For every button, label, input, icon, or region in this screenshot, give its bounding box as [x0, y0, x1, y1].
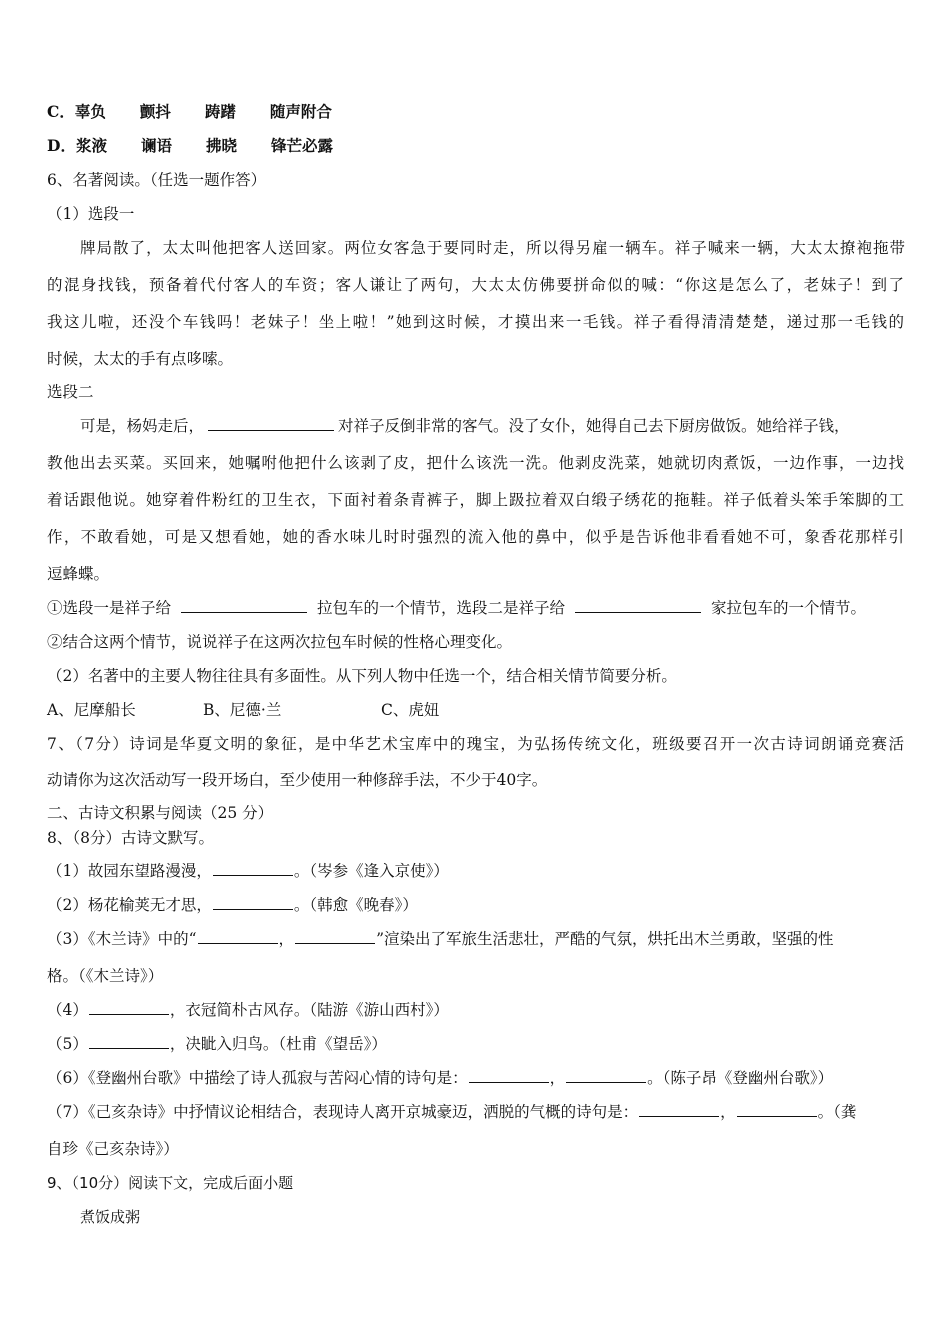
q6-q1-blank-2[interactable] [575, 598, 701, 613]
q8-i4-blank[interactable] [89, 1000, 169, 1015]
choice-c: C、虎妞 [381, 701, 440, 719]
q8-i5-label: （5） [47, 1035, 88, 1053]
q8-i4-label: （4） [47, 1001, 88, 1019]
q8-item-3-cont: 格。（《木兰诗》） [47, 967, 164, 985]
option-d-word-4: 锋芒必露 [271, 136, 334, 155]
q8-i3-comma: ， [278, 930, 295, 948]
q8-item-7-cont: 自珍《己亥杂诗》） [47, 1140, 179, 1158]
q6-p1-line-4: 时候，太太的手有点哆嗦。 [47, 350, 234, 368]
q6-p2-line-3: 着话跟他说。她穿着件粉红的卫生衣，下面衬着条青裤子，脚上趿拉着双白缎子绣花的拖鞋。祥子低着头笨手笨脚的工 [47, 491, 904, 509]
q8-i2-text: （2）杨花榆荚无才思， [47, 896, 212, 914]
q8-i7-source: 。（龚 [817, 1103, 857, 1121]
q8-i5-blank[interactable] [89, 1034, 169, 1049]
q6-p2-line-5: 逗蜂蝶。 [47, 565, 110, 583]
q8-item-1 [47, 861, 449, 881]
q8-i2-blank[interactable] [213, 895, 293, 910]
option-c [47, 102, 332, 122]
option-d [47, 136, 333, 156]
q8-i2-source: 。（韩愈《晚春》） [293, 896, 418, 914]
q7-line-1: 7、（7分）诗词是华夏文明的象征，是中华艺术宝库中的瑰宝，为弘扬传统文化，班级要召开一次古诗词朗诵竞赛活 [47, 735, 904, 753]
q8-item-4 [47, 1000, 449, 1020]
q8-item-5 [47, 1034, 387, 1054]
q6-sub3: （2）名著中的主要人物往往具有多面性。从下列人物中任选一个，结合相关情节简要分析。 [47, 667, 677, 685]
option-d-word-1: 浆液 [75, 136, 107, 155]
option-c-word-4: 随声附合 [269, 102, 332, 121]
q6-p2-line-1 [80, 416, 850, 436]
q6-p2-line-4: 作，不敢看她，可是又想看她，她的香水味儿时时强烈的流入他的鼻中，似乎是告诉他非看看她不可，象香花那样引 [47, 528, 904, 546]
q8-item-3 [47, 929, 834, 949]
q6-p2-line-2: 教他出去买菜。买回来，她嘱咐他把什么该剥了皮，把什么该洗一洗。他剥皮洗菜，她就切肉煮饭，一边作事，一边找 [47, 454, 904, 472]
section-2-heading: 二、古诗文积累与阅读（25 分） [47, 804, 274, 822]
choice-b: B、尼德·兰 [203, 701, 282, 719]
q8-i6-blank-1[interactable] [469, 1068, 549, 1083]
q8-i7-blank-1[interactable] [639, 1102, 719, 1117]
q8-i3-blank-2[interactable] [295, 929, 375, 944]
q8-i7-comma: ， [720, 1103, 736, 1121]
q6-title: 6、名著阅读。（任选一题作答） [47, 171, 267, 189]
q6-q1-part-c: 家拉包车的一个情节。 [711, 599, 867, 617]
q8-i6-blank-2[interactable] [566, 1068, 646, 1083]
q8-i1-source: 。（岑参《逢入京使》） [293, 862, 449, 880]
q6-choices [47, 700, 439, 720]
option-c-label: C． [47, 102, 75, 121]
option-d-label: D． [47, 136, 76, 155]
q6-p2-start: 可是，杨妈走后， [80, 417, 205, 435]
q8-i7-blank-2[interactable] [737, 1102, 817, 1117]
q8-i6-source: 。（陈子昂《登幽州台歌》） [647, 1069, 834, 1087]
option-c-word-1: 辜负 [74, 102, 106, 121]
q8-i3-rest: ”渲染出了军旅生活悲壮，严酷的气氛，烘托出木兰勇敢，坚强的性 [376, 930, 834, 948]
q6-p1-line-3: 我这儿啦，还没个车钱吗！老妹子！坐上啦！”她到这时候，才摸出来一毛钱。祥子看得清清楚楚，递过那一毛钱的 [47, 313, 904, 331]
choice-a: A、尼摩船长 [47, 701, 136, 719]
q7-line-2: 动请你为这次活动写一段开场白，至少使用一种修辞手法，不少于40字。 [47, 771, 548, 789]
q6-q1-blank-1[interactable] [181, 598, 307, 613]
q8-i7-text: （7）《己亥杂诗》中抒情议论相结合，表现诗人离开京城豪迈，洒脱的气概的诗句是： [47, 1103, 639, 1121]
q6-p1-line-1: 牌局散了，太太叫他把客人送回家。两位女客急于要同时走，所以得另雇一辆车。祥子喊来一辆，大太太撩袍拖带 [80, 239, 905, 257]
q8-i4-rest: ，衣冠简朴古风存。（陆游《游山西村》） [169, 1001, 449, 1019]
option-c-word-3: 踌躇 [204, 102, 236, 121]
q9-subtitle: 煮饭成粥 [80, 1208, 141, 1226]
option-d-word-3: 拂晓 [205, 136, 237, 155]
q8-item-6 [47, 1068, 833, 1088]
q8-i3-blank-1[interactable] [198, 929, 278, 944]
option-d-word-2: 谰语 [140, 136, 172, 155]
q8-i6-text: （6）《登幽州台歌》中描绘了诗人孤寂与苦闷心情的诗句是： [47, 1069, 468, 1087]
q8-item-7 [47, 1102, 856, 1122]
q6-p2-blank[interactable] [208, 416, 334, 431]
q6-sub1: （1）选段一 [47, 205, 135, 223]
q6-p1-line-2: 的混身找钱，预备着代付客人的车资；客人谦让了两句，大太太仿佛要拼命似的喊：“你这是怎么了，老妹子！到了 [47, 276, 904, 294]
q6-question-1 [47, 598, 866, 618]
q6-q1-part-a: ①选段一是祥子给 [47, 599, 172, 617]
q9-title: 9、（10分）阅读下文，完成后面小题 [47, 1174, 294, 1192]
q8-i5-rest: ，决眦入归鸟。（杜甫《望岳》） [169, 1035, 387, 1053]
q8-i1-text: （1）故园东望路漫漫， [47, 862, 212, 880]
q6-question-2: ②结合这两个情节，说说祥子在这两次拉包车时候的性格心理变化。 [47, 633, 513, 651]
option-c-word-2: 颤抖 [139, 102, 171, 121]
q8-i1-blank[interactable] [213, 861, 293, 876]
q8-i3-text: （3）《木兰诗》中的“ [47, 930, 197, 948]
q6-sub2: 选段二 [47, 383, 94, 401]
q8-item-2 [47, 895, 418, 915]
q6-p2-rest: 对祥子反倒非常的客气。没了女仆，她得自己去下厨房做饭。她给祥子钱， [338, 417, 850, 435]
q8-i6-comma: ， [549, 1069, 566, 1087]
q6-q1-part-b: 拉包车的一个情节，选段二是祥子给 [317, 599, 566, 617]
q8-title: 8、（8分）古诗文默写。 [47, 829, 214, 847]
